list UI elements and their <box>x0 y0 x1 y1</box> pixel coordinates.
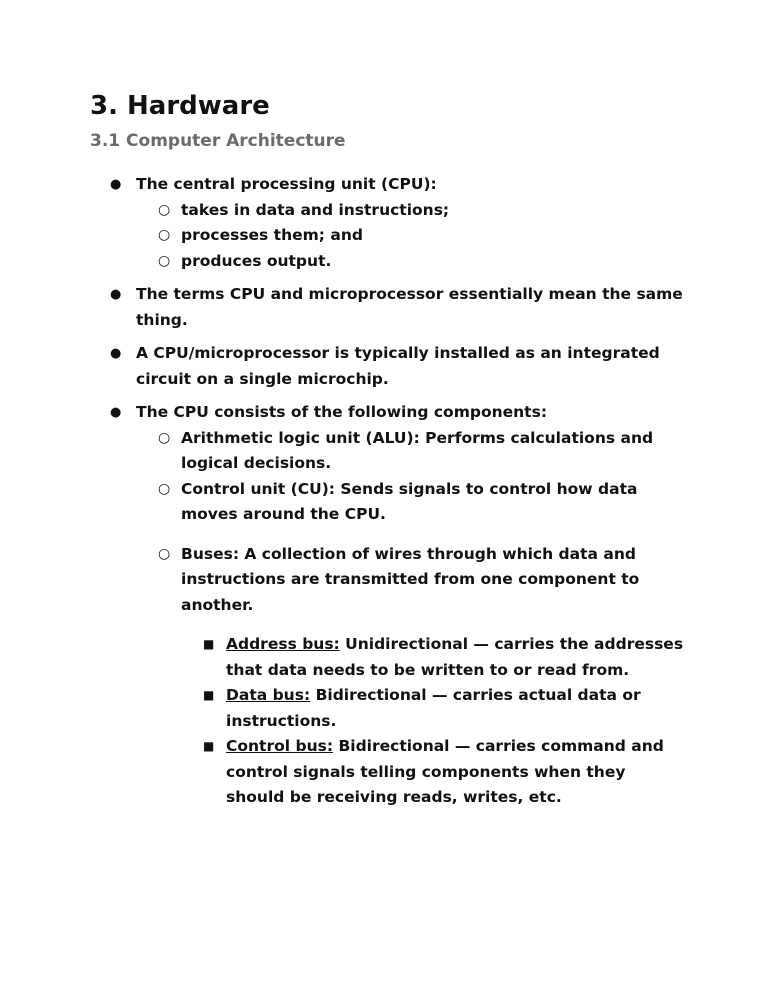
list-item-components <box>90 400 688 811</box>
list-item-text: produces output. <box>181 251 332 270</box>
disc-bullet-icon: ● <box>110 405 122 420</box>
list-item-microchip <box>90 341 688 392</box>
list-item-data-bus <box>181 683 688 734</box>
disc-bullet-icon: ● <box>110 346 122 361</box>
list-item-buses <box>136 542 688 811</box>
list-item-address-bus <box>181 632 688 683</box>
list-item <box>136 198 688 224</box>
page-title: 3. Hardware <box>90 91 270 121</box>
circle-bullet-icon: ○ <box>158 227 171 243</box>
bus-term: Data bus: <box>226 686 311 704</box>
list-item-cpu <box>90 172 688 274</box>
square-bullet-icon: ■ <box>203 688 215 702</box>
circle-bullet-icon: ○ <box>158 545 171 562</box>
list-item-text: Control unit (CU): Sends signals to control how data moves around the CPU. <box>181 479 638 523</box>
list-item <box>136 249 688 275</box>
circle-bullet-icon: ○ <box>158 252 171 269</box>
bus-description: Bidirectional — carries actual data or instructions. <box>226 686 641 730</box>
section-subtitle: 3.1 Computer Architecture <box>90 131 346 151</box>
list-item-text: The central processing unit (CPU): <box>136 175 437 193</box>
list-item-alu <box>136 426 688 477</box>
list-item-text: Buses: A collection of wires through which data and instructions are transmitted from one component to another. <box>181 544 640 614</box>
disc-bullet-icon: ● <box>110 287 122 302</box>
circle-bullet-icon: ○ <box>158 201 171 218</box>
square-bullet-icon: ■ <box>203 637 215 651</box>
list-item-microprocessor <box>90 282 688 333</box>
bus-description: Bidirectional — carries command and control signals telling components when they should be receiving reads, writes, etc. <box>226 737 664 806</box>
bus-types-list <box>181 632 688 811</box>
list-item-text: The terms CPU and microprocessor essentially mean the same thing. <box>136 285 683 329</box>
circle-bullet-icon: ○ <box>158 429 171 446</box>
list-item-text: The CPU consists of the following components: <box>136 403 548 421</box>
main-bullet-list <box>90 172 688 811</box>
bus-term: Control bus: <box>226 737 334 755</box>
sub-list <box>136 426 688 811</box>
sub-list <box>136 198 688 275</box>
bus-description: Unidirectional — carries the addresses that data needs to be written to or read from. <box>226 635 684 679</box>
list-item-text: A CPU/microprocessor is typically installed as an integrated circuit on a single microchip. <box>136 344 660 388</box>
list-item-text: takes in data and instructions; <box>181 200 450 219</box>
list-item-text: Arithmetic logic unit (ALU): Performs calculations and logical decisions. <box>181 428 654 472</box>
disc-bullet-icon: ● <box>110 177 122 192</box>
circle-bullet-icon: ○ <box>158 480 171 497</box>
square-bullet-icon: ■ <box>203 739 215 753</box>
list-item <box>136 223 688 249</box>
list-item-control-bus <box>181 734 688 811</box>
list-item-text: processes them; and <box>181 226 363 244</box>
bus-term: Address bus: <box>226 635 340 653</box>
list-item-cu <box>136 477 688 528</box>
